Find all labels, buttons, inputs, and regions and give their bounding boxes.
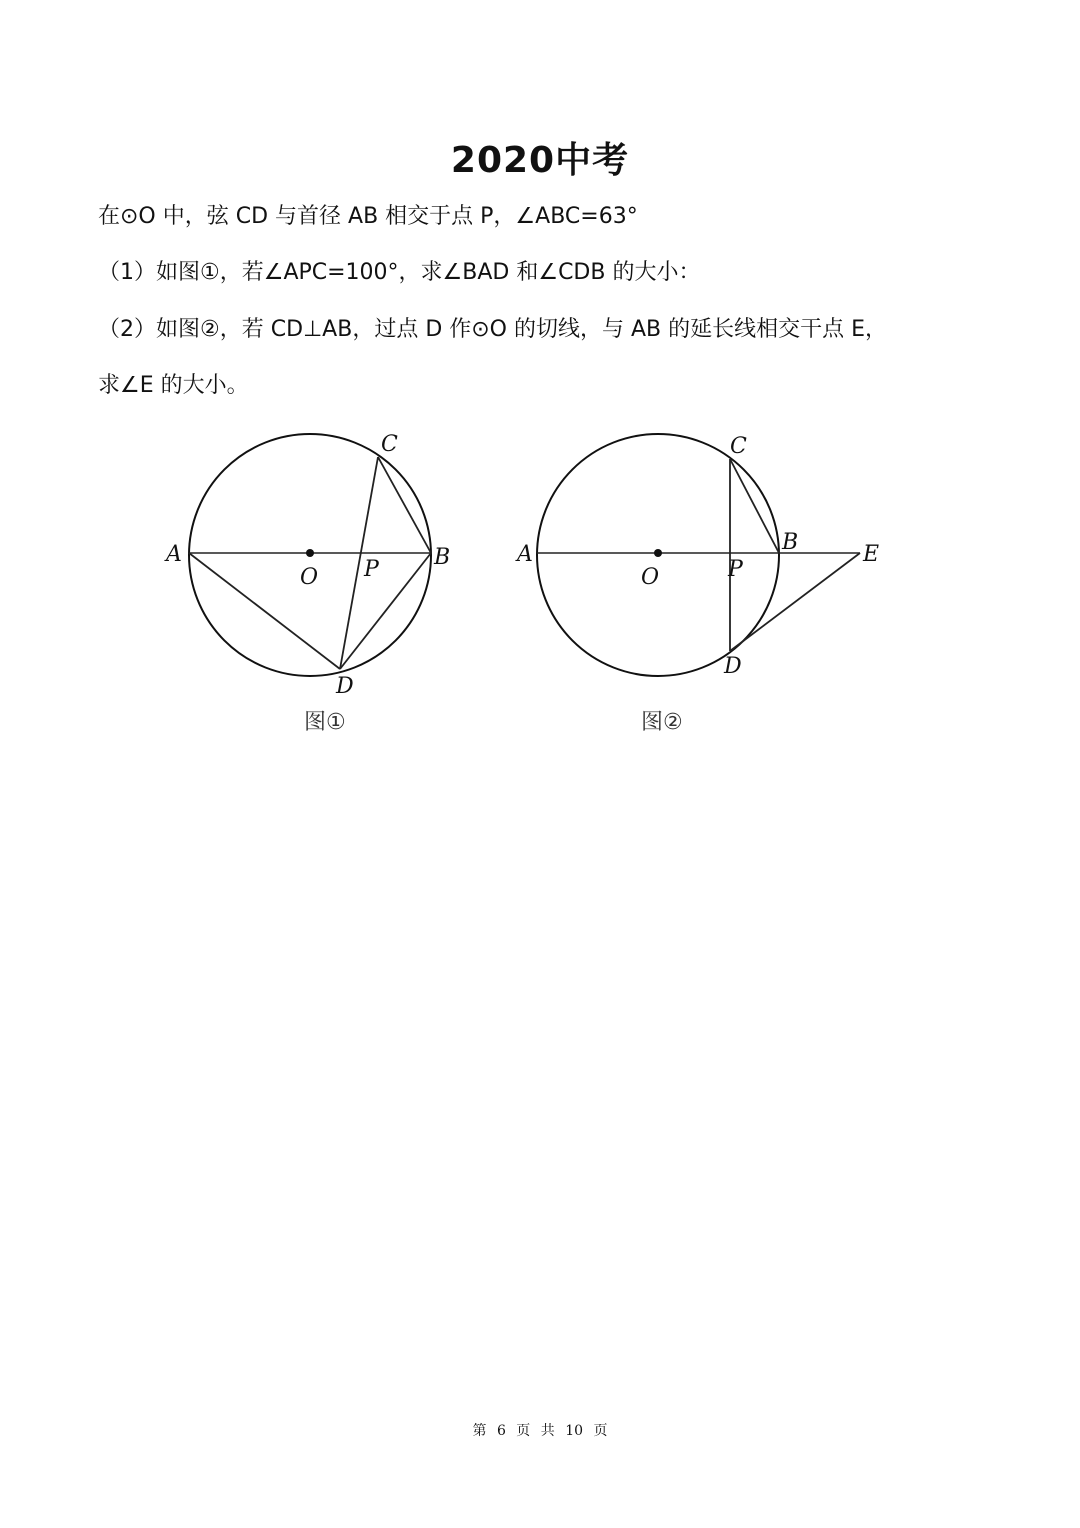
label-b: B — [434, 545, 451, 570]
label-c: C — [730, 434, 747, 459]
label-d: D — [724, 654, 742, 679]
tangent-de — [730, 553, 860, 651]
label-p: P — [364, 557, 379, 582]
page-footer: 第 6 页 共 10 页 — [472, 1423, 608, 1439]
label-b: B — [782, 530, 799, 555]
problem-part2-line1: （2）如图②，若 CD⊥AB，过点 D 作⊙O 的切线，与 AB 的延长线相交干点 E， — [98, 317, 888, 342]
figure-1-diagram — [160, 425, 460, 700]
problem-part2-line2: 求∠E 的大小。 — [98, 373, 249, 398]
figure-2-caption: 图② — [641, 710, 683, 735]
label-e: E — [863, 542, 880, 567]
label-a: A — [166, 542, 182, 567]
chord-cb — [378, 457, 431, 553]
page-title: 2020中考 — [450, 140, 630, 181]
center-point-o — [654, 549, 662, 557]
problem-stem: 在⊙O 中，弦 CD 与首径 AB 相交于点 P，∠ABC=63° — [98, 204, 638, 229]
label-o: O — [641, 565, 660, 590]
label-a: A — [517, 542, 533, 567]
label-p: P — [728, 557, 743, 582]
label-c: C — [381, 432, 398, 457]
chord-cb — [730, 459, 779, 553]
figure-1 — [160, 425, 460, 704]
center-point-o — [306, 549, 314, 557]
figure-2 — [510, 425, 890, 704]
label-d: D — [336, 674, 354, 699]
label-o: O — [300, 565, 319, 590]
problem-part1: （1）如图①，若∠APC=100°，求∠BAD 和∠CDB 的大小： — [98, 260, 701, 285]
figure-1-caption: 图① — [304, 710, 346, 735]
figure-2-diagram — [510, 425, 890, 700]
